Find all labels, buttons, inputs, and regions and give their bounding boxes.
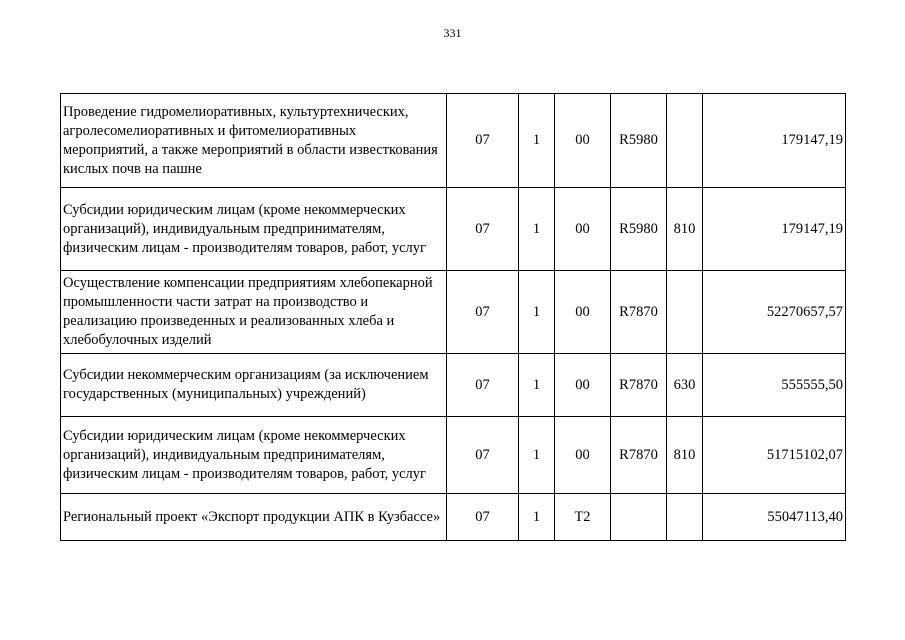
row-name-cell — [61, 354, 447, 417]
section-code: 07 — [447, 94, 519, 188]
row-name-cell — [61, 188, 447, 271]
subprogram-code: 00 — [555, 271, 611, 354]
program-code: 1 — [519, 417, 555, 494]
budget-table — [60, 93, 846, 541]
row-name: Осуществление компенсации предприятиям хлебопекарной промышленности части затрат на производство и реализацию произведенных и реализованных хлеба и хлебобулочных изделий — [63, 275, 433, 348]
section-code: 07 — [447, 354, 519, 417]
amount: 52270657,57 — [703, 271, 846, 354]
expense-type-code: 810 — [667, 417, 703, 494]
row-name-cell — [61, 494, 447, 541]
row-name: Проведение гидромелиоративных, культуртехнических, агролесомелиоративных и фитомелиоративных мероприятий, а также мероприятий в области известкования кислых почв на пашне — [63, 103, 438, 177]
section-code: 07 — [447, 188, 519, 271]
table-row — [61, 417, 846, 494]
direction-code — [611, 494, 667, 541]
amount: 179147,19 — [703, 188, 846, 271]
row-name: Субсидии юридическим лицам (кроме некоммерческих организаций), индивидуальным предпринимателям, физическим лицам - производителям товаров, работ, услуг — [63, 201, 426, 256]
subprogram-code: 00 — [555, 417, 611, 494]
expense-type-code — [667, 271, 703, 354]
page-number: 331 — [443, 26, 462, 40]
subprogram-code: T2 — [555, 494, 611, 541]
table-row — [61, 494, 846, 541]
row-name-cell — [61, 417, 447, 494]
expense-type-code — [667, 94, 703, 188]
table-row — [61, 271, 846, 354]
row-name: Субсидии юридическим лицам (кроме некоммерческих организаций), индивидуальным предпринимателям, физическим лицам - производителям товаров, работ, услуг — [63, 427, 426, 482]
program-code: 1 — [519, 94, 555, 188]
direction-code: R5980 — [611, 94, 667, 188]
amount: 555555,50 — [703, 354, 846, 417]
section-code: 07 — [447, 494, 519, 541]
subprogram-code: 00 — [555, 188, 611, 271]
table-row — [61, 354, 846, 417]
subprogram-code: 00 — [555, 354, 611, 417]
subprogram-code: 00 — [555, 94, 611, 188]
section-code: 07 — [447, 271, 519, 354]
amount: 51715102,07 — [703, 417, 846, 494]
expense-type-code: 810 — [667, 188, 703, 271]
row-name-cell — [61, 271, 447, 354]
table-row — [61, 188, 846, 271]
amount: 179147,19 — [703, 94, 846, 188]
row-name: Субсидии некоммерческим организациям (за исключением государственных (муниципальных) учреждений) — [63, 367, 429, 402]
row-name-cell — [61, 94, 447, 188]
direction-code: R7870 — [611, 354, 667, 417]
amount: 55047113,40 — [703, 494, 846, 541]
section-code: 07 — [447, 417, 519, 494]
direction-code: R5980 — [611, 188, 667, 271]
program-code: 1 — [519, 494, 555, 541]
row-name: Региональный проект «Экспорт продукции АПК в Кузбассе» — [63, 508, 441, 525]
program-code: 1 — [519, 354, 555, 417]
program-code: 1 — [519, 188, 555, 271]
table-row — [61, 94, 846, 188]
direction-code: R7870 — [611, 271, 667, 354]
direction-code: R7870 — [611, 417, 667, 494]
program-code: 1 — [519, 271, 555, 354]
expense-type-code — [667, 494, 703, 541]
expense-type-code: 630 — [667, 354, 703, 417]
